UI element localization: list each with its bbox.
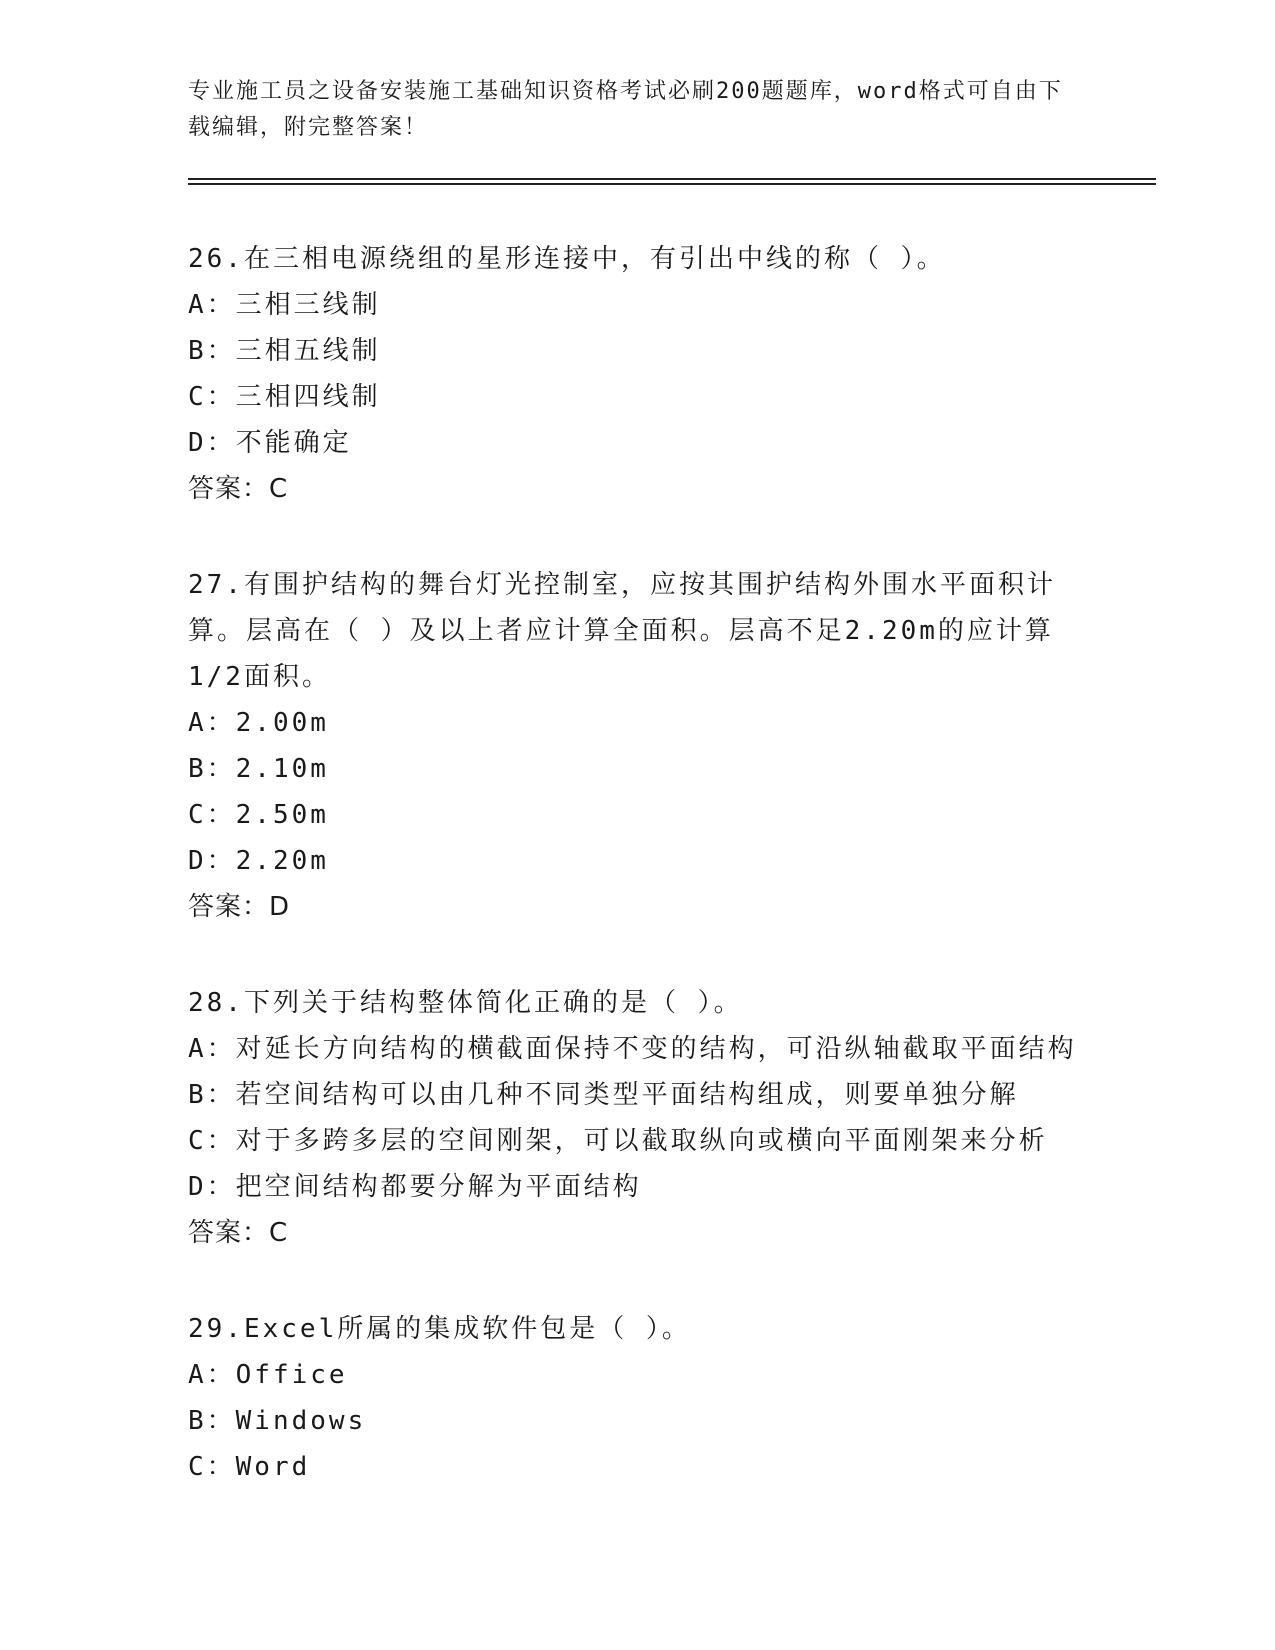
header-rule-bottom	[188, 183, 1156, 185]
answer: 答案：C	[188, 1218, 289, 1248]
answer: 答案：C	[188, 474, 289, 504]
header-text: 专业施工员之设备安装施工基础知识资格考试必刷200题题库，word格式可自由下载编辑，附完整答案！	[188, 79, 1063, 140]
question-stem: 28.下列关于结构整体简化正确的是（ ）。	[188, 988, 743, 1018]
header-rule-top	[188, 178, 1156, 180]
question-stem: 26.在三相电源绕组的星形连接中，有引出中线的称（ ）。	[188, 244, 946, 274]
option-d: D：把空间结构都要分解为平面结构	[188, 1172, 642, 1202]
option-d: D：不能确定	[188, 428, 352, 458]
option-b: B：若空间结构可以由几种不同类型平面结构组成，则要单独分解	[188, 1080, 1019, 1110]
question-26	[188, 236, 1088, 512]
document-header	[188, 74, 1068, 146]
option-c: C：2.50m	[188, 800, 329, 830]
question-28	[188, 980, 1088, 1256]
option-a: A：对延长方向结构的横截面保持不变的结构，可沿纵轴截取平面结构	[188, 1034, 1077, 1064]
question-27	[188, 562, 1088, 930]
question-list	[188, 236, 1088, 1540]
option-a: A：三相三线制	[188, 290, 381, 320]
option-b: B：三相五线制	[188, 336, 381, 366]
question-stem: 27.有围护结构的舞台灯光控制室，应按其围护结构外围水平面积计算。层高在（ ）及以上者应计算全面积。层高不足2.20m的应计算1/2面积。	[188, 570, 1056, 692]
question-29	[188, 1306, 1088, 1490]
option-c: C：Word	[188, 1452, 311, 1482]
option-c: C：三相四线制	[188, 382, 381, 412]
option-b: B：2.10m	[188, 754, 329, 784]
option-c: C：对于多跨多层的空间刚架，可以截取纵向或横向平面刚架来分析	[188, 1126, 1048, 1156]
question-stem: 29.Excel所属的集成软件包是（ ）。	[188, 1314, 691, 1344]
option-a: A：2.00m	[188, 708, 329, 738]
option-a: A：Office	[188, 1360, 348, 1390]
answer: 答案：D	[188, 892, 291, 922]
option-d: D：2.20m	[188, 846, 329, 876]
option-b: B：Windows	[188, 1406, 367, 1436]
